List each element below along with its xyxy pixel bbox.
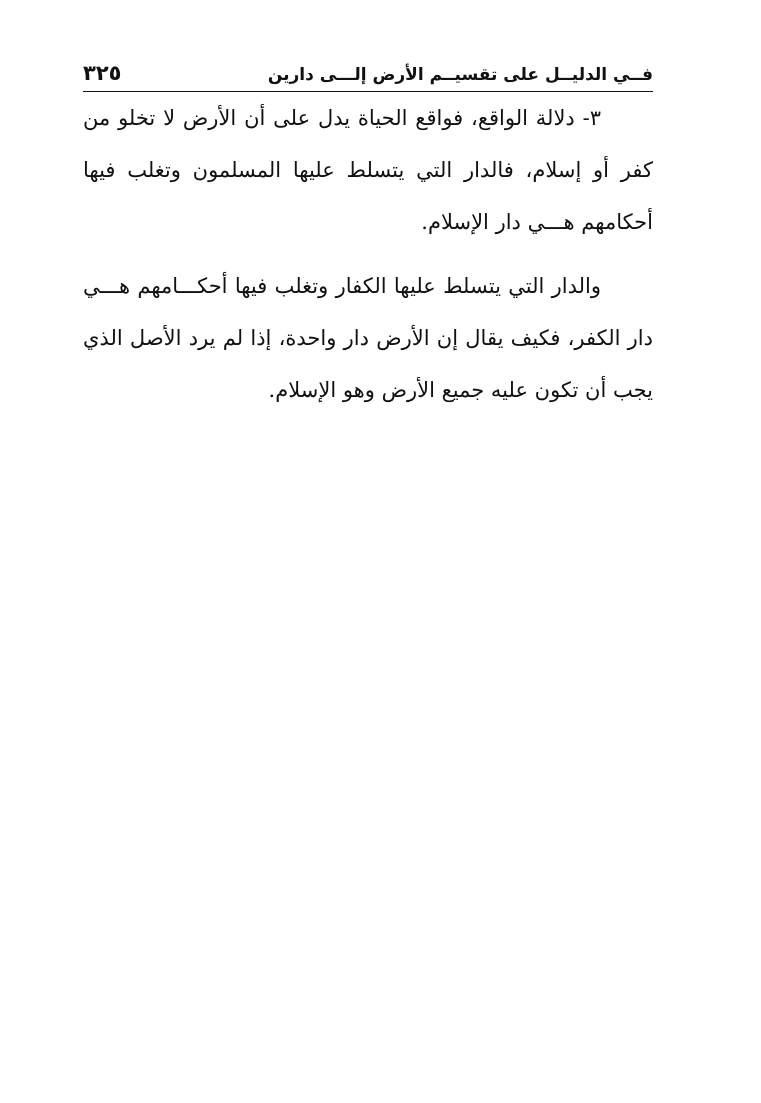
body-text [83,92,653,416]
header-title: فــي الدليــل على تقسيــم الأرض إلـــى دارين [267,65,653,85]
paragraph-text: ٣- دلالة الواقع، فواقع الحياة يدل على أن الأرض لا تخلو من كفر أو إسلام، فالدار التي يتسلط عليها المسلمون وتغلب فيها أحكامهم هـــي دار الإسلام. [83,106,653,234]
paragraph-text: والدار التي يتسلط عليها الكفار وتغلب فيها أحكـــامهم هـــي دار الكفر، فكيف يقال إن الأرض دار واحدة، إذا لم يرد الأصل الذي يجب أن تكون عليه جميع الأرض وهو الإسلام. [83,274,653,402]
running-header [83,58,653,92]
paragraph-1 [83,92,653,248]
page-number: ٣٢٥ [83,61,122,85]
paragraph-2 [83,260,653,416]
